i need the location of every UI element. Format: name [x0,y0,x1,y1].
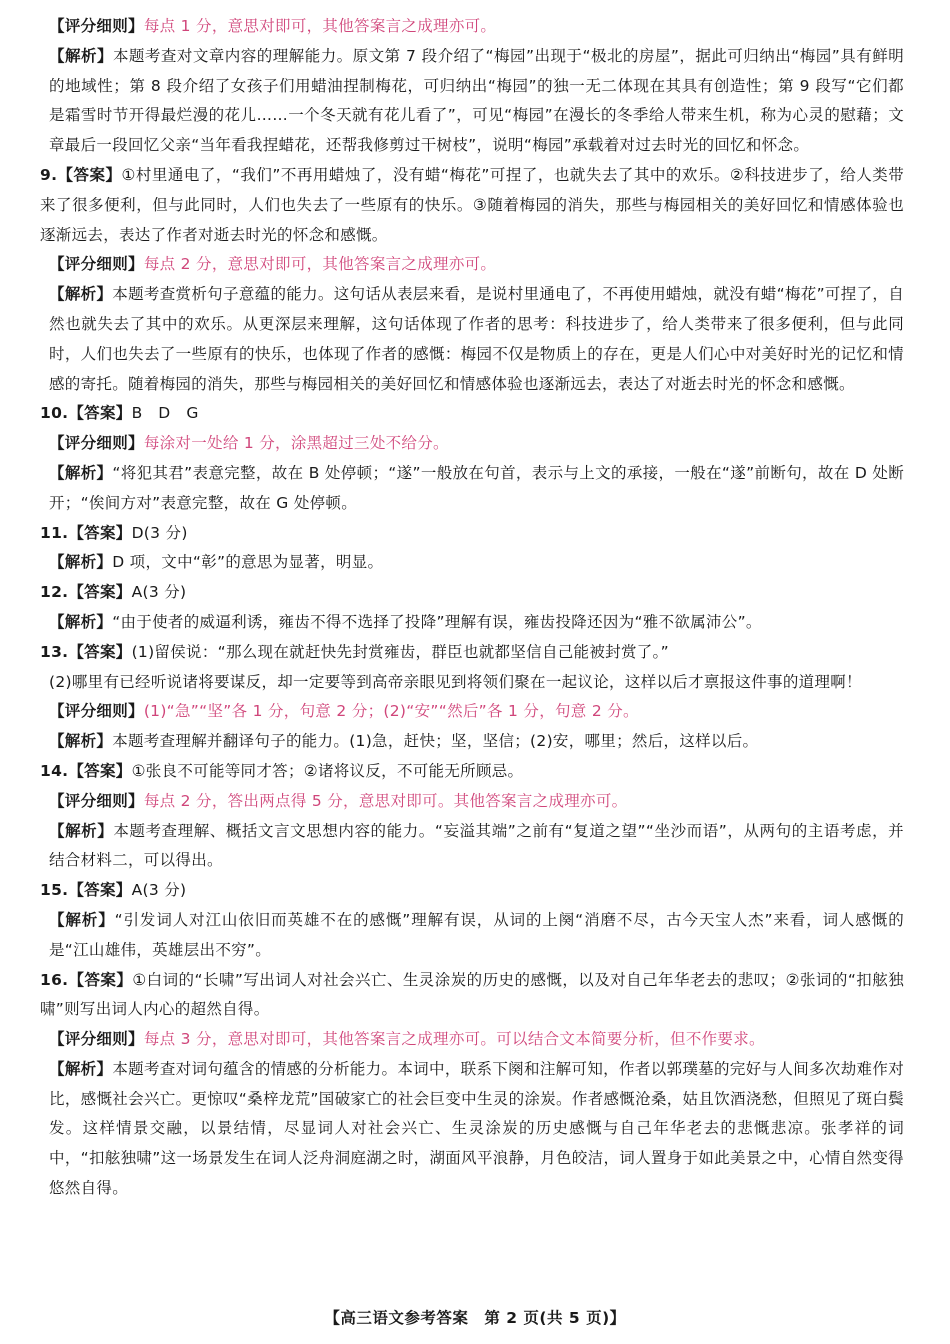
analysis-tag: 【解析】 [49,46,113,65]
analysis-text: 本题考查赏析句子意蕴的能力。这句话从表层来看，是说村里通电了，不再使用蜡烛，就没有蜡“梅花”可捏了，自然也就失去了其中的欢乐。从更深层来理解，这句话体现了作者的思考：科技进步了，给人类带来了很多便利，但与此同时，人们也失去了一些原有的快乐，也体现了作者的感慨：梅园不仅是物质上的存在，更是人们心中对美好时光的记忆和情感的寄托。随着梅园的消失，那些与梅园相关的美好回忆和情感体验也逐渐远去，表达了对逝去时光的怀念和感慨。 [49,285,904,393]
question-number: 16. [40,970,69,989]
question-12-analysis [40,608,904,638]
analysis-tag: 【解析】 [49,612,113,631]
analysis-text: 本题考查对文章内容的理解能力。原文第 7 段介绍了“梅园”出现于“极北的房屋”，据此可归纳出“梅园”具有鲜明的地域性；第 8 段介绍了女孩子们用蜡油捏制梅花，可归纳出“梅园”的独一无二体现在其具有创造性；第 9 段写“它们都是霜雪时节开得最烂漫的花儿……一个冬天就有花儿看了”，可见“梅园”在漫长的冬季给人带来生机，称为心灵的慰藉；文章最后一段回忆父亲“当年看我捏蜡花，还帮我修剪过干树枝”，说明“梅园”承载着对过去时光的回忆和怀念。 [49,46,904,155]
analysis-tag: 【解析】 [49,910,115,929]
question-16-grading [40,1025,904,1055]
question-14-grading [40,787,904,817]
answer-tag: 【答案】 [68,970,133,989]
answer-tag: 【答案】 [68,642,132,661]
grading-text: 每涂对一处给 1 分，涂黑超过三处不给分。 [143,434,449,453]
question-16-analysis [40,1055,904,1204]
question-9-answer [40,161,904,250]
question-13-answer [40,638,904,668]
question-number: 11. [40,523,69,542]
question-number: 9. [40,165,58,184]
question-number: 15. [40,881,69,900]
question-number: 14. [40,761,69,780]
analysis-text: “引发词人对江山依旧而英雄不在的感慨”理解有误，从词的上阕“消磨不尽，古今天宝人杰”来看，词人感慨的是“江山雄伟，英雄层出不穷”。 [49,910,904,959]
answer-tag: 【答案】 [68,583,132,602]
question-10-grading [40,429,904,459]
grading-text: (1)“急”“坚”各 1 分，句意 2 分；(2)“安”“然后”各 1 分，句意 2 分。 [143,702,639,721]
grading-tag: 【评分细则】 [49,255,144,274]
grading-tag: 【评分细则】 [49,17,144,35]
question-9-grading [40,250,904,280]
answer-text: A(3 分) [131,583,187,602]
answer-tag: 【答案】 [68,881,132,900]
analysis-text: D 项，文中“彰”的意思为显著，明显。 [112,553,384,572]
answer-text: D(3 分) [131,523,188,542]
answer-text: ①白词的“长啸”写出词人对社会兴亡、生灵涂炭的历史的感慨，以及对自己年华老去的悲叹；②张词的“扣舷独啸”则写出词人内心的超然自得。 [40,970,904,1019]
question-11-analysis [40,548,904,578]
answer-text-2: (2)哪里有已经听说诸将要谋反，却一定要等到高帝亲眼见到将领们聚在一起议论，这样以后才禀报这件事的道理啊！ [49,672,862,691]
analysis-tag: 【解析】 [49,553,113,572]
question-15-answer [40,876,904,906]
question-number: 13. [40,642,69,661]
analysis-text: 本题考查对词句蕴含的情感的分析能力。本词中，联系下阕和注解可知，作者以郭璞墓的完好与人间多次劫难作对比，感慨社会兴亡。更惊叹“桑梓龙荒”国破家亡的社会巨变中生灵的涂炭。作者感慨沧桑，姑且饮酒浇愁，但照见了斑白鬓发。这样情景交融，以景结情，尽显词人对社会兴亡、生灵涂炭的历史感慨与自己年华老去的悲慨悲凉。张孝祥的词中，“扣舷独啸”这一场景发生在词人泛舟洞庭湖之时，湖面风平浪静，月色皎洁，词人置身于如此美景之中，心情自然变得悠然自得。 [49,1059,904,1198]
analysis-tag: 【解析】 [49,1059,113,1078]
analysis-tag: 【解析】 [49,463,113,482]
analysis-text: 本题考查理解、概括文言文思想内容的能力。“妄溢其端”之前有“复道之望”“坐沙而语”，从两句的主语考虑，并结合材料二，可以得出。 [49,821,904,870]
question-number: 12. [40,583,69,602]
question-13-analysis [40,727,904,757]
analysis-tag: 【解析】 [49,821,114,840]
answer-text: ①张良不可能等同才答；②诸将议反，不可能无所顾忌。 [131,761,524,780]
analysis [40,42,904,161]
grading-tag: 【评分细则】 [49,791,144,810]
answer-text: A(3 分) [131,881,187,900]
question-14-analysis [40,817,904,877]
question-16-answer [40,966,904,1026]
grading-text: 每点 3 分，意思对即可，其他答案言之成理亦可。可以结合文本简要分析，但不作要求。 [143,1030,765,1049]
question-15-analysis [40,906,904,966]
question-14-answer [40,757,904,787]
analysis-text: “由于使者的威逼利诱，雍齿不得不选择了投降”理解有误，雍齿投降还因为“雅不欲属沛公”。 [112,612,762,631]
answer-tag: 【答案】 [68,404,132,423]
answer-tag: 【答案】 [57,165,122,184]
grading-tag: 【评分细则】 [49,702,144,721]
question-10-analysis [40,459,904,519]
question-11-answer [40,519,904,549]
answer-text: (1)留侯说：“那么现在就赶快先封赏雍齿，群臣也就都坚信自己能被封赏了。” [131,642,669,661]
grading-text: 每点 2 分，意思对即可，其他答案言之成理亦可。 [143,255,497,274]
answer-text: B D G [131,404,199,423]
question-9-analysis [40,280,904,399]
question-13-answer-part-2 [40,668,904,698]
analysis-text: 本题考查理解并翻译句子的能力。(1)急，赶快；坚，坚信；(2)安，哪里；然后，这样以后。 [112,732,759,751]
question-12-answer [40,578,904,608]
answer-tag: 【答案】 [68,761,132,780]
page-footer: 【高三语文参考答案 第 2 页(共 5 页)】 [324,1309,626,1327]
analysis-tag: 【解析】 [49,285,113,304]
grading-text: 每点 1 分，意思对即可，其他答案言之成理亦可。 [143,17,497,35]
question-number: 10. [40,404,69,423]
grading-tag: 【评分细则】 [49,434,144,453]
analysis-tag: 【解析】 [49,732,113,751]
question-13-grading [40,697,904,727]
analysis-text: “将犯其君”表意完整，故在 B 处停顿；“遂”一般放在句首，表示与上文的承接，一般在“遂”前断句，故在 D 处断开；“俟间方对”表意完整，故在 G 处停顿。 [49,463,905,512]
grading-rule [40,12,904,42]
question-10-answer [40,399,904,429]
grading-text: 每点 2 分，答出两点得 5 分，意思对即可。其他答案言之成理亦可。 [143,791,628,810]
answer-text: ①村里通电了，“我们”不再用蜡烛了，没有蜡“梅花”可捏了，也就失去了其中的欢乐。②科技进步了，给人类带来了很多便利，但与此同时，人们也失去了一些原有的快乐。③随着梅园的消失，那些与梅园相关的美好回忆和情感体验也逐渐远去，表达了作者对逝去时光的怀念和感慨。 [40,165,904,244]
answer-tag: 【答案】 [68,523,132,542]
grading-tag: 【评分细则】 [49,1030,144,1049]
